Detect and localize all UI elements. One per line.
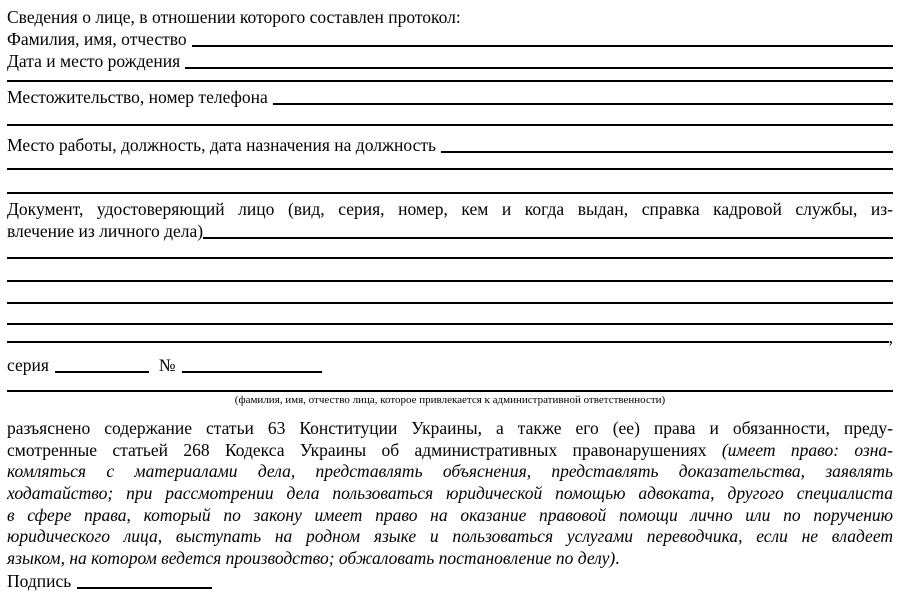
section-title: Сведения о лице, в отношении которого составлен протокол: [7, 7, 461, 27]
field-residence-row [7, 86, 893, 108]
signature-label: Подпись [7, 570, 72, 591]
field-work-row [7, 134, 893, 156]
field-residence-label: Местожительство, номер телефона [7, 87, 268, 107]
signature-row [7, 570, 893, 592]
rights-line [7, 526, 893, 548]
field-full-name-row [7, 28, 893, 50]
blank-line [7, 259, 893, 282]
rights-text-italic: в сфере права, который по закону имеет право на оказание правовой помощи лично или по поручению [7, 504, 893, 525]
number-line [182, 371, 322, 373]
field-work-line [441, 151, 893, 153]
signature-line [77, 587, 212, 589]
document-block-line2-text: влечение из личного дела) [7, 221, 204, 241]
rights-text: разъяснено содержание статьи 63 Конституции Украины, а также его (ее) права и обязанности, преду- [7, 418, 893, 438]
number-sign: № [158, 355, 176, 375]
rights-line [7, 483, 893, 505]
document-block-line1 [7, 198, 893, 220]
field-full-name-line [192, 45, 893, 47]
blank-line [7, 108, 893, 126]
field-work-label: Место работы, должность, дата назначения на должность [7, 135, 437, 155]
trailing-comma: , [888, 326, 893, 347]
blank-line [7, 304, 893, 325]
blank-line [7, 282, 893, 304]
blank-line [7, 341, 889, 343]
document-block-line2-row [7, 220, 893, 242]
field-birth-row [7, 50, 893, 72]
blank-line [7, 156, 893, 170]
field-birth-label: Дата и место рождения [7, 51, 181, 71]
rights-line [7, 461, 893, 483]
series-line [55, 371, 149, 373]
blank-line [7, 72, 893, 82]
field-residence-line [273, 103, 893, 105]
blank-line [7, 170, 893, 194]
rights-text-italic: юридического лица, выступать на родном языке и пользоваться услугами переводчика, если не владеет [7, 526, 893, 547]
blank-line [7, 376, 893, 392]
line-caption: (фамилия, имя, отчество лица, которое привлекается к административной ответственности) [234, 394, 666, 406]
field-birth-line [185, 67, 893, 69]
rights-text-italic: языком, на котором ведется производство; обжаловать постановление по делу) [7, 548, 616, 569]
rights-text: смотренные статьей 268 Кодекса Украины об административных правонарушениях [7, 439, 707, 460]
blank-line [7, 242, 893, 259]
rights-paragraph [7, 418, 893, 570]
blank-line-with-comma [7, 325, 893, 346]
document-block-line [203, 237, 893, 239]
rights-text-italic: (имеет право: озна- [721, 439, 893, 460]
series-label: серия [7, 355, 49, 375]
rights-line-last [7, 548, 893, 570]
series-number-row [7, 354, 893, 376]
section-title-row [7, 6, 893, 28]
rights-line [7, 418, 893, 440]
rights-text-italic: ходатайство; при рассмотрении дела пользоваться юридической помощью адвоката, другого специалиста [7, 483, 893, 504]
rights-line [7, 505, 893, 527]
document-block-line1-text: Документ, удостоверяющий лицо (вид, серия, номер, кем и когда выдан, справка кадровой службы, из- [7, 199, 893, 219]
rights-line [7, 440, 893, 462]
rights-text-italic: комляться с материалами дела, представлять объяснения, представлять доказательства, заявлять [7, 461, 893, 482]
rights-text-suffix: . [615, 548, 620, 569]
field-full-name-label: Фамилия, имя, отчество [7, 29, 187, 49]
